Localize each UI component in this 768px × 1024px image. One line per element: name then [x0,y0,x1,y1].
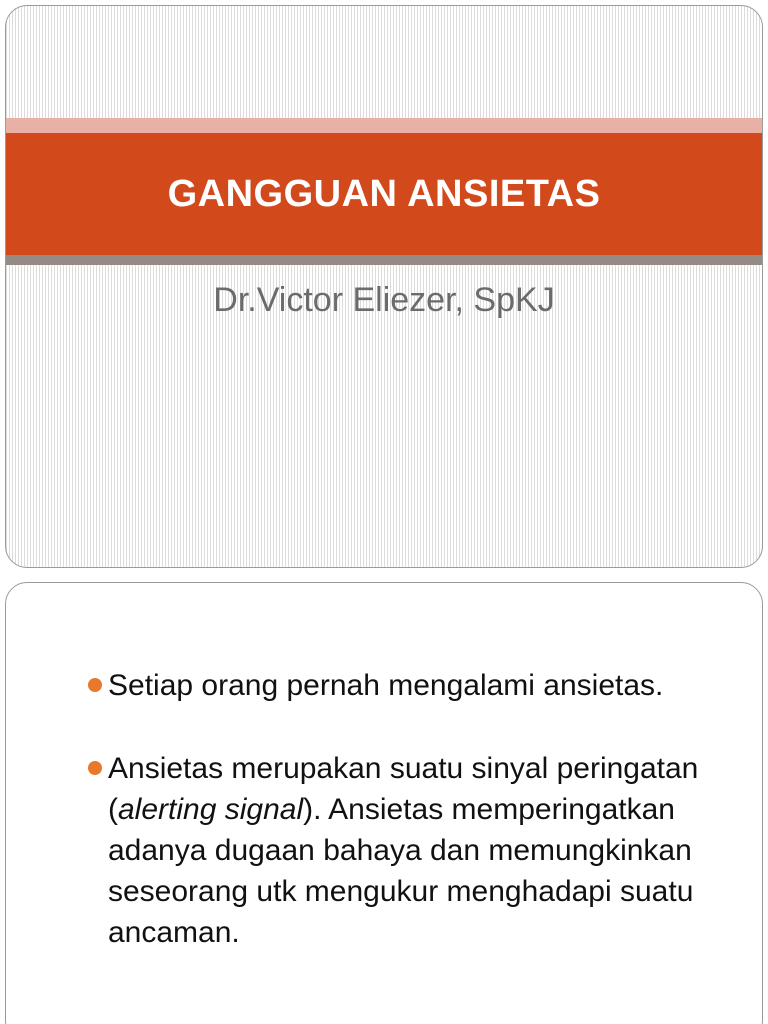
bullet-text-italic: alerting signal [118,793,304,826]
bullet-dot-icon [88,678,102,692]
title-band-bottom-stripe [6,255,762,265]
bullet-item [6,665,706,706]
bullet-text-post: ). Ansietas memperingatkan adanya dugaan bahaya dan memungkinkan seseorang utk mengukur menghadapi suatu ancaman. [108,793,694,949]
slide-subtitle: Dr.Victor Eliezer, SpKJ [213,281,555,319]
bullet-item [6,748,706,953]
title-slide [5,5,763,568]
bullet-text-pre: Ansietas merupakan suatu sinyal peringatan ( [108,752,699,826]
title-band-top-stripe [6,118,762,133]
bullet-list [6,665,706,995]
slide-title: GANGGUAN ANSIETAS [167,172,601,215]
content-slide [5,582,763,1024]
title-band [6,133,762,255]
bullet-text: Setiap orang pernah mengalami ansietas. [108,669,664,702]
bullet-dot-icon [88,761,102,775]
